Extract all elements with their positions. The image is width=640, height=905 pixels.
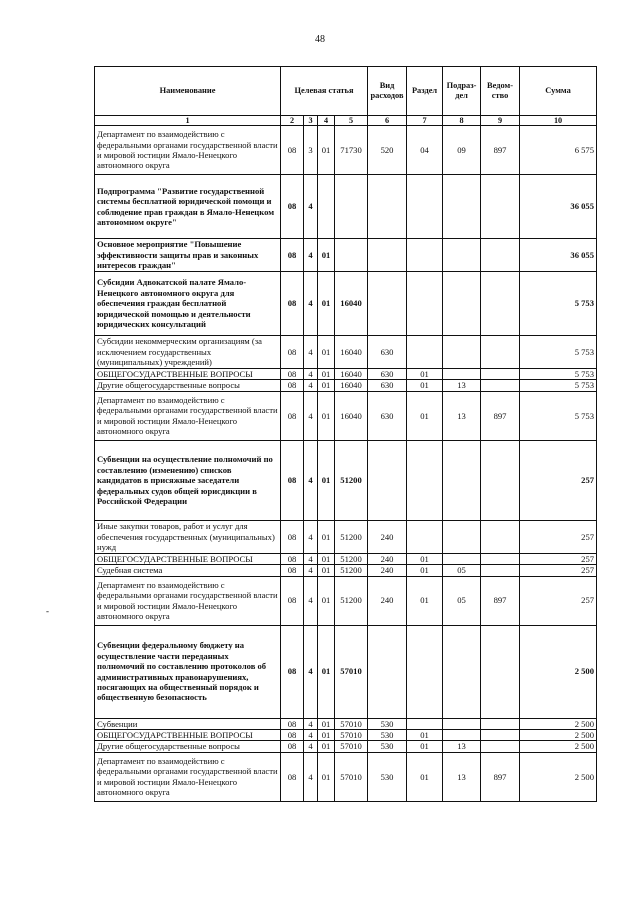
target-subprogram: 4 bbox=[304, 369, 318, 380]
department-code bbox=[481, 520, 520, 553]
row-name: Основное мероприятие "Повышение эффективности защиты прав и законных интересов граждан" bbox=[95, 239, 281, 272]
row-name: Судебная система bbox=[95, 565, 281, 576]
subsection bbox=[443, 175, 481, 239]
target-subprogram: 4 bbox=[304, 553, 318, 564]
target-subprogram: 3 bbox=[304, 126, 318, 175]
column-number: 9 bbox=[481, 116, 520, 126]
target-program: 08 bbox=[281, 126, 304, 175]
department-code bbox=[481, 336, 520, 369]
section bbox=[407, 625, 443, 718]
target-event: 01 bbox=[318, 520, 335, 553]
column-number: 1 bbox=[95, 116, 281, 126]
target-subprogram: 4 bbox=[304, 380, 318, 391]
table-row bbox=[95, 752, 597, 801]
section: 01 bbox=[407, 553, 443, 564]
row-name: ОБЩЕГОСУДАРСТВЕННЫЕ ВОПРОСЫ bbox=[95, 369, 281, 380]
target-direction: 51200 bbox=[335, 576, 368, 625]
target-event: 01 bbox=[318, 752, 335, 801]
target-event: 01 bbox=[318, 625, 335, 718]
table-row bbox=[95, 239, 597, 272]
target-event: 01 bbox=[318, 391, 335, 440]
amount: 2 500 bbox=[520, 741, 597, 752]
header-summa: Сумма bbox=[520, 67, 597, 116]
target-program: 08 bbox=[281, 576, 304, 625]
section bbox=[407, 239, 443, 272]
section bbox=[407, 336, 443, 369]
target-direction: 51200 bbox=[335, 520, 368, 553]
target-direction: 16040 bbox=[335, 272, 368, 336]
amount: 6 575 bbox=[520, 126, 597, 175]
target-event: 01 bbox=[318, 576, 335, 625]
table-body bbox=[95, 126, 597, 802]
target-event: 01 bbox=[318, 272, 335, 336]
row-name: Департамент по взаимодействию с федеральными органами государственной власти и мировой юстиции Ямало-Ненецкого автономного округа bbox=[95, 752, 281, 801]
amount: 5 753 bbox=[520, 369, 597, 380]
target-subprogram: 4 bbox=[304, 239, 318, 272]
target-program: 08 bbox=[281, 625, 304, 718]
target-event bbox=[318, 175, 335, 239]
subsection: 09 bbox=[443, 126, 481, 175]
row-name: Подпрограмма "Развитие государственной системы бесплатной юридической помощи и соблюдение прав граждан в Ямало-Ненецком автономном округе" bbox=[95, 175, 281, 239]
target-subprogram: 4 bbox=[304, 272, 318, 336]
amount: 2 500 bbox=[520, 625, 597, 718]
target-program: 08 bbox=[281, 272, 304, 336]
table-row bbox=[95, 625, 597, 718]
expense-type: 630 bbox=[368, 391, 407, 440]
target-subprogram: 4 bbox=[304, 718, 318, 729]
expense-type: 630 bbox=[368, 336, 407, 369]
row-name: Субвенции bbox=[95, 718, 281, 729]
subsection bbox=[443, 553, 481, 564]
amount: 36 055 bbox=[520, 175, 597, 239]
department-code: 897 bbox=[481, 126, 520, 175]
subsection bbox=[443, 520, 481, 553]
expense-type: 240 bbox=[368, 576, 407, 625]
subsection bbox=[443, 369, 481, 380]
target-direction: 16040 bbox=[335, 380, 368, 391]
target-direction: 51200 bbox=[335, 553, 368, 564]
expense-type bbox=[368, 625, 407, 718]
column-numbers-row bbox=[95, 116, 597, 126]
target-program: 08 bbox=[281, 718, 304, 729]
target-subprogram: 4 bbox=[304, 440, 318, 520]
target-program: 08 bbox=[281, 336, 304, 369]
target-event: 01 bbox=[318, 239, 335, 272]
row-name: ОБЩЕГОСУДАРСТВЕННЫЕ ВОПРОСЫ bbox=[95, 730, 281, 741]
amount: 5 753 bbox=[520, 391, 597, 440]
table-row bbox=[95, 741, 597, 752]
amount: 257 bbox=[520, 553, 597, 564]
target-direction: 16040 bbox=[335, 336, 368, 369]
column-number: 10 bbox=[520, 116, 597, 126]
target-program: 08 bbox=[281, 553, 304, 564]
target-direction: 16040 bbox=[335, 369, 368, 380]
header-target: Целевая статья bbox=[281, 67, 368, 116]
section: 01 bbox=[407, 730, 443, 741]
amount: 2 500 bbox=[520, 730, 597, 741]
section: 01 bbox=[407, 565, 443, 576]
target-event: 01 bbox=[318, 369, 335, 380]
table-row bbox=[95, 576, 597, 625]
target-subprogram: 4 bbox=[304, 752, 318, 801]
section bbox=[407, 718, 443, 729]
subsection: 13 bbox=[443, 752, 481, 801]
column-number: 7 bbox=[407, 116, 443, 126]
department-code bbox=[481, 553, 520, 564]
table-row bbox=[95, 380, 597, 391]
subsection bbox=[443, 718, 481, 729]
table-row bbox=[95, 520, 597, 553]
subsection bbox=[443, 730, 481, 741]
target-program: 08 bbox=[281, 752, 304, 801]
department-code bbox=[481, 741, 520, 752]
expense-type: 240 bbox=[368, 553, 407, 564]
subsection bbox=[443, 272, 481, 336]
target-event: 01 bbox=[318, 126, 335, 175]
subsection bbox=[443, 440, 481, 520]
target-subprogram: 4 bbox=[304, 565, 318, 576]
target-event: 01 bbox=[318, 730, 335, 741]
target-subprogram: 4 bbox=[304, 576, 318, 625]
table-row bbox=[95, 718, 597, 729]
section: 01 bbox=[407, 380, 443, 391]
expense-type: 630 bbox=[368, 380, 407, 391]
section: 04 bbox=[407, 126, 443, 175]
amount: 5 753 bbox=[520, 380, 597, 391]
table-row bbox=[95, 175, 597, 239]
section: 01 bbox=[407, 741, 443, 752]
row-name: Субсидии некоммерческим организациям (за исключением государственных (муниципальных) учреждений) bbox=[95, 336, 281, 369]
header-vid: Вид расходов bbox=[368, 67, 407, 116]
section bbox=[407, 440, 443, 520]
subsection: 13 bbox=[443, 380, 481, 391]
expense-type: 530 bbox=[368, 718, 407, 729]
row-name: Иные закупки товаров, работ и услуг для обеспечения государственных (муниципальных) нужд bbox=[95, 520, 281, 553]
table-row bbox=[95, 391, 597, 440]
expense-type: 530 bbox=[368, 730, 407, 741]
section bbox=[407, 175, 443, 239]
amount: 257 bbox=[520, 440, 597, 520]
target-event: 01 bbox=[318, 553, 335, 564]
table-row bbox=[95, 565, 597, 576]
target-direction: 51200 bbox=[335, 440, 368, 520]
row-name: Департамент по взаимодействию с федеральными органами государственной власти и мировой юстиции Ямало-Ненецкого автономного округа bbox=[95, 391, 281, 440]
subsection: 13 bbox=[443, 741, 481, 752]
department-code bbox=[481, 565, 520, 576]
target-program: 08 bbox=[281, 565, 304, 576]
table-row bbox=[95, 730, 597, 741]
amount: 257 bbox=[520, 565, 597, 576]
target-direction: 57010 bbox=[335, 625, 368, 718]
table-row bbox=[95, 272, 597, 336]
target-event: 01 bbox=[318, 565, 335, 576]
section bbox=[407, 272, 443, 336]
target-program: 08 bbox=[281, 741, 304, 752]
target-program: 08 bbox=[281, 369, 304, 380]
department-code bbox=[481, 369, 520, 380]
target-direction: 71730 bbox=[335, 126, 368, 175]
row-name: ОБЩЕГОСУДАРСТВЕННЫЕ ВОПРОСЫ bbox=[95, 553, 281, 564]
target-subprogram: 4 bbox=[304, 730, 318, 741]
target-direction bbox=[335, 239, 368, 272]
amount: 2 500 bbox=[520, 752, 597, 801]
header-name: Наименование bbox=[95, 67, 281, 116]
row-name: Другие общегосударственные вопросы bbox=[95, 741, 281, 752]
amount: 36 055 bbox=[520, 239, 597, 272]
table-row bbox=[95, 126, 597, 175]
target-direction bbox=[335, 175, 368, 239]
department-code bbox=[481, 175, 520, 239]
row-name: Департамент по взаимодействию с федеральными органами государственной власти и мировой юстиции Ямало-Ненецкого автономного округа bbox=[95, 126, 281, 175]
row-name: Субвенции на осуществление полномочий по составлению (изменению) списков кандидатов в присяжные заседатели федеральных судов общей юрисдикции в Российской Федерации bbox=[95, 440, 281, 520]
target-program: 08 bbox=[281, 239, 304, 272]
amount: 2 500 bbox=[520, 718, 597, 729]
amount: 5 753 bbox=[520, 336, 597, 369]
department-code bbox=[481, 440, 520, 520]
target-subprogram: 4 bbox=[304, 625, 318, 718]
header-podrazdel: Подраз-дел bbox=[443, 67, 481, 116]
column-number: 8 bbox=[443, 116, 481, 126]
section: 01 bbox=[407, 576, 443, 625]
target-subprogram: 4 bbox=[304, 336, 318, 369]
subsection bbox=[443, 336, 481, 369]
row-name: Департамент по взаимодействию с федеральными органами государственной власти и мировой юстиции Ямало-Ненецкого автономного округа bbox=[95, 576, 281, 625]
department-code bbox=[481, 730, 520, 741]
expense-type bbox=[368, 272, 407, 336]
table-row bbox=[95, 553, 597, 564]
table-row bbox=[95, 440, 597, 520]
subsection: 05 bbox=[443, 576, 481, 625]
target-program: 08 bbox=[281, 520, 304, 553]
subsection bbox=[443, 625, 481, 718]
scan-mark: - bbox=[46, 606, 49, 616]
column-number: 5 bbox=[335, 116, 368, 126]
section: 01 bbox=[407, 369, 443, 380]
expense-type bbox=[368, 175, 407, 239]
department-code bbox=[481, 272, 520, 336]
subsection bbox=[443, 239, 481, 272]
section: 01 bbox=[407, 391, 443, 440]
column-number: 6 bbox=[368, 116, 407, 126]
header-vedomstvo: Ведом-ство bbox=[481, 67, 520, 116]
target-direction: 57010 bbox=[335, 752, 368, 801]
section bbox=[407, 520, 443, 553]
header-razdel: Раздел bbox=[407, 67, 443, 116]
target-direction: 51200 bbox=[335, 565, 368, 576]
department-code: 897 bbox=[481, 576, 520, 625]
expense-type: 530 bbox=[368, 741, 407, 752]
target-direction: 57010 bbox=[335, 730, 368, 741]
row-name: Субвенции федеральному бюджету на осуществление части переданных полномочий по составлению протоколов об административных правонарушениях, посягающих на общественный порядок и общественную безопасность bbox=[95, 625, 281, 718]
target-event: 01 bbox=[318, 718, 335, 729]
row-name: Другие общегосударственные вопросы bbox=[95, 380, 281, 391]
target-subprogram: 4 bbox=[304, 391, 318, 440]
department-code: 897 bbox=[481, 752, 520, 801]
expense-type: 240 bbox=[368, 520, 407, 553]
target-program: 08 bbox=[281, 730, 304, 741]
expense-type bbox=[368, 440, 407, 520]
column-number: 3 bbox=[304, 116, 318, 126]
target-program: 08 bbox=[281, 175, 304, 239]
target-event: 01 bbox=[318, 380, 335, 391]
expense-type: 630 bbox=[368, 369, 407, 380]
expense-type: 240 bbox=[368, 565, 407, 576]
target-subprogram: 4 bbox=[304, 741, 318, 752]
target-subprogram: 4 bbox=[304, 175, 318, 239]
target-direction: 57010 bbox=[335, 741, 368, 752]
amount: 257 bbox=[520, 576, 597, 625]
amount: 257 bbox=[520, 520, 597, 553]
department-code bbox=[481, 380, 520, 391]
target-event: 01 bbox=[318, 336, 335, 369]
table-row bbox=[95, 369, 597, 380]
expense-type: 520 bbox=[368, 126, 407, 175]
department-code bbox=[481, 239, 520, 272]
row-name: Субсидии Адвокатской палате Ямало-Ненецкого автономного округа для обеспечения граждан бесплатной юридической помощью и деятельности юридических консультаций bbox=[95, 272, 281, 336]
expense-type bbox=[368, 239, 407, 272]
page-number: 48 bbox=[315, 34, 325, 45]
expense-type: 530 bbox=[368, 752, 407, 801]
subsection: 13 bbox=[443, 391, 481, 440]
target-program: 08 bbox=[281, 440, 304, 520]
table-row bbox=[95, 336, 597, 369]
column-number: 4 bbox=[318, 116, 335, 126]
target-event: 01 bbox=[318, 440, 335, 520]
section: 01 bbox=[407, 752, 443, 801]
target-direction: 16040 bbox=[335, 391, 368, 440]
subsection: 05 bbox=[443, 565, 481, 576]
department-code bbox=[481, 625, 520, 718]
amount: 5 753 bbox=[520, 272, 597, 336]
department-code: 897 bbox=[481, 391, 520, 440]
column-number: 2 bbox=[281, 116, 304, 126]
target-event: 01 bbox=[318, 741, 335, 752]
target-direction: 57010 bbox=[335, 718, 368, 729]
target-program: 08 bbox=[281, 391, 304, 440]
target-program: 08 bbox=[281, 380, 304, 391]
budget-table bbox=[94, 66, 597, 802]
target-subprogram: 4 bbox=[304, 520, 318, 553]
department-code bbox=[481, 718, 520, 729]
